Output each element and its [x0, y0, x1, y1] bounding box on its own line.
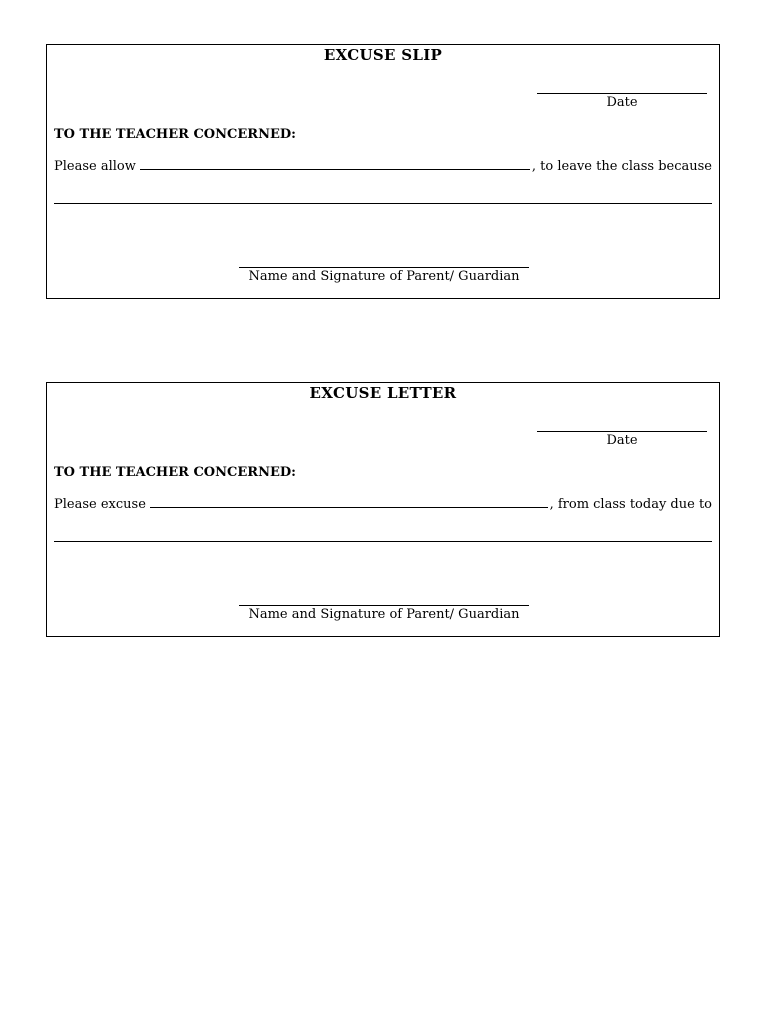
student-name-field[interactable] — [150, 496, 548, 508]
date-field[interactable] — [537, 431, 707, 432]
student-name-field[interactable] — [140, 158, 530, 170]
excuse-slip-form — [46, 44, 720, 299]
request-suffix: , from class today due to — [549, 497, 712, 512]
date-label: Date — [606, 433, 638, 448]
reason-field[interactable] — [54, 203, 712, 204]
salutation: TO THE TEACHER CONCERNED: — [54, 127, 296, 142]
request-prefix: Please allow — [54, 159, 136, 174]
salutation: TO THE TEACHER CONCERNED: — [54, 465, 296, 480]
form-title: EXCUSE SLIP — [323, 46, 443, 64]
request-sentence — [54, 496, 712, 512]
request-suffix: , to leave the class because — [531, 159, 712, 174]
form-title: EXCUSE LETTER — [309, 384, 457, 402]
signature-label: Name and Signature of Parent/ Guardian — [248, 607, 520, 622]
signature-field[interactable] — [239, 605, 529, 606]
signature-label: Name and Signature of Parent/ Guardian — [248, 269, 520, 284]
excuse-letter-form — [46, 382, 720, 637]
request-prefix: Please excuse — [54, 497, 146, 512]
date-field[interactable] — [537, 93, 707, 94]
reason-field[interactable] — [54, 541, 712, 542]
signature-field[interactable] — [239, 267, 529, 268]
date-label: Date — [606, 95, 638, 110]
request-sentence — [54, 158, 712, 174]
